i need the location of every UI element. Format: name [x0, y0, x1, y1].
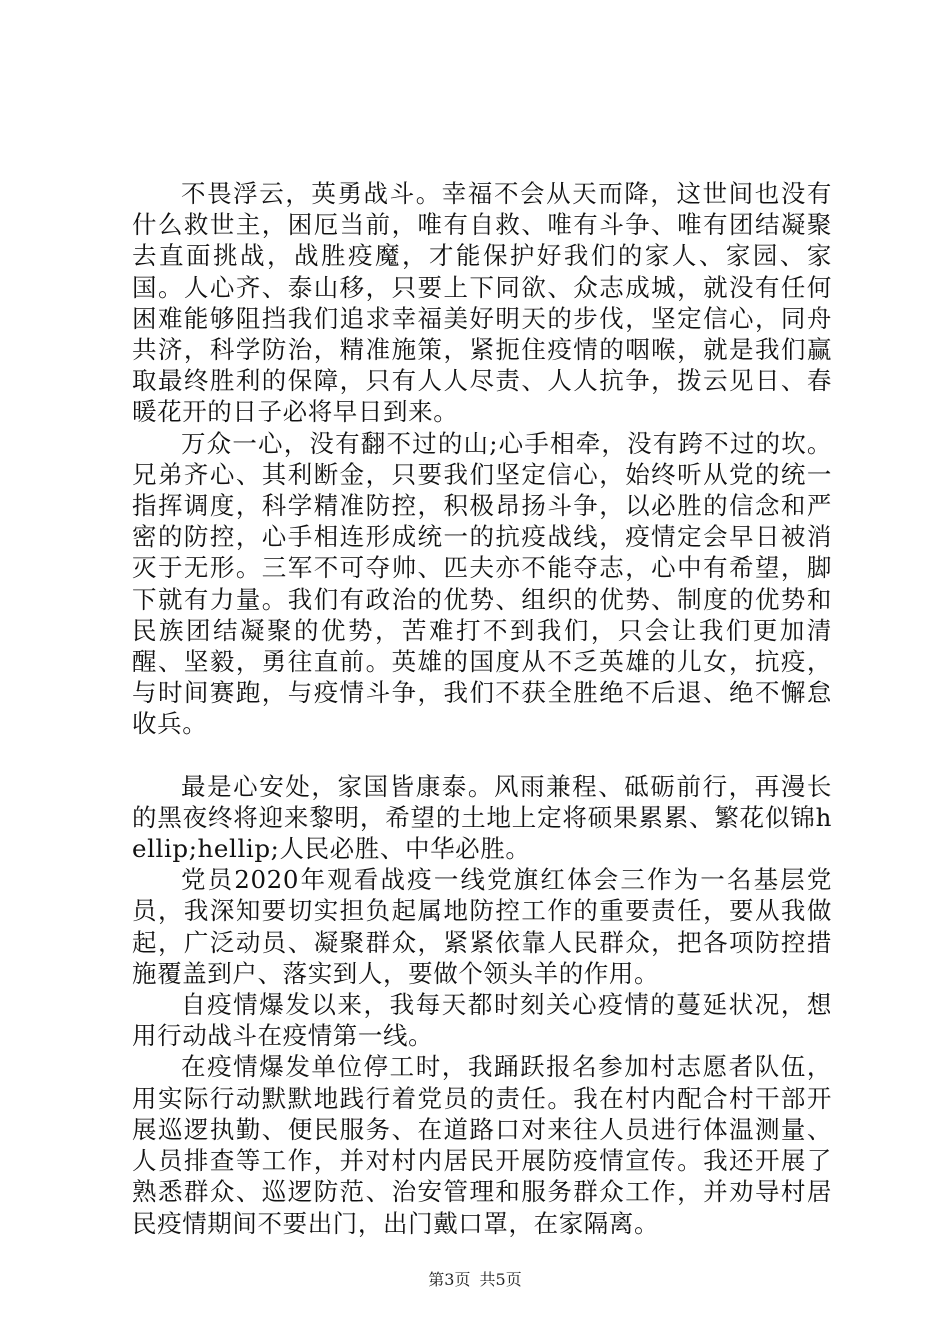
page-total: 共5页: [479, 1270, 522, 1289]
paragraph-5: 自疫情爆发以来，我每天都时刻关心疫情的蔓延状况，想用行动战斗在疫情第一线。: [132, 990, 832, 1051]
paragraph-6: 在疫情爆发单位停工时，我踊跃报名参加村志愿者队伍，用实际行动默默地践行着党员的责任。我在村内配合村干部开展巡逻执勤、便民服务、在道路口对来往人员进行体温测量、人员排查等工作，并对村内居民开展防疫情宣传。我还开展了熟悉群众、巡逻防范、治安管理和服务群众工作，并劝导村居民疫情期间不要出门，出门戴口罩，在家隔离。: [132, 1052, 832, 1238]
page-footer: [0, 1270, 950, 1290]
document-body: [132, 178, 832, 1239]
paragraph-4: 党员2020年观看战疫一线党旗红体会三作为一名基层党员，我深知要切实担负起属地防控工作的重要责任，要从我做起，广泛动员、凝聚群众，紧紧依靠人民群众，把各项防控措施覆盖到户、落实到人，要做个领头羊的作用。: [132, 865, 832, 988]
paragraph-1: 不畏浮云，英勇战斗。幸福不会从天而降，这世间也没有什么救世主，困厄当前，唯有自救、唯有斗争、唯有团结凝聚去直面挑战，战胜疫魔，才能保护好我们的家人、家园、家国。人心齐、泰山移，只要上下同欲、众志成城，就没有任何困难能够阻挡我们追求幸福美好明天的步伐，坚定信心，同舟共济，科学防治，精准施策，紧扼住疫情的咽喉，就是我们赢取最终胜利的保障，只有人人尽责、人人抗争，拨云见日、春暖花开的日子必将早日到来。: [132, 179, 832, 427]
page-number: 第3页: [428, 1270, 471, 1289]
paragraph-3: 最是心安处，家国皆康泰。风雨兼程、砥砺前行，再漫长的黑夜终将迎来黎明，希望的土地上定将硕果累累、繁花似锦hellip;hellip;人民必胜、中华必胜。: [132, 771, 832, 864]
paragraph-2: 万众一心，没有翻不过的山;心手相牵，没有跨不过的坎。兄弟齐心、其利断金，只要我们坚定信心，始终听从党的统一指挥调度，科学精准防控，积极昂扬斗争，以必胜的信念和严密的防控，心手相连形成统一的抗疫战线，疫情定会早日被消灭于无形。三军不可夺帅、匹夫亦不能夺志，心中有希望，脚下就有力量。我们有政治的优势、组织的优势、制度的优势和民族团结凝聚的优势，苦难打不到我们，只会让我们更加清醒、坚毅，勇往直前。英雄的国度从不乏英雄的儿女，抗疫，与时间赛跑，与疫情斗争，我们不获全胜绝不后退、绝不懈怠收兵。: [132, 428, 832, 739]
